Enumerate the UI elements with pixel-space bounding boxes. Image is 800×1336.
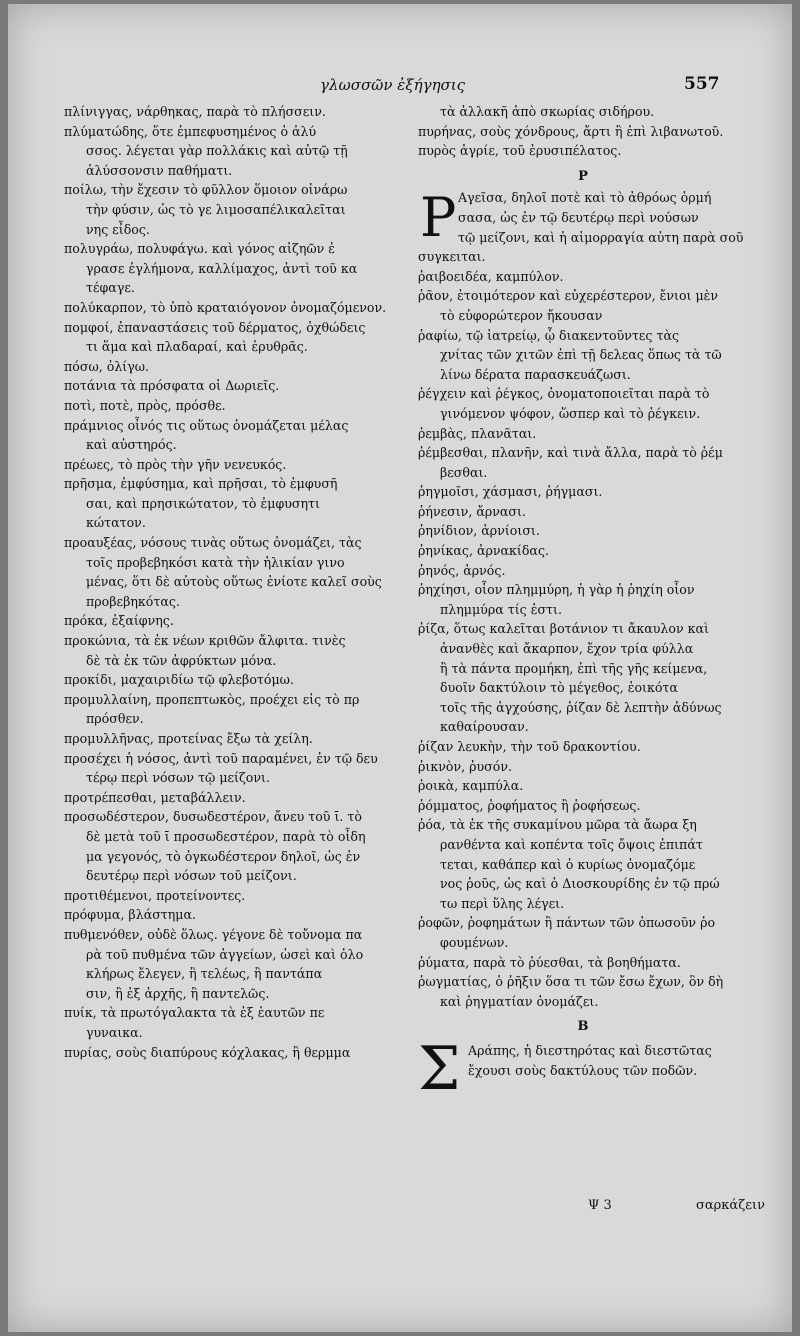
text-line: ρὰ τοῦ πυθμένα τῶν ἀγγείων, ὡσεὶ καὶ ὁλο — [86, 946, 364, 962]
text-line: προβεβηκότας. — [86, 593, 180, 609]
text-line: τεται, καθάπερ καὶ ὁ κυρίως ὀνομαζόμε — [440, 856, 696, 872]
text-line: ῥᾶον, ἑτοιμότερον καὶ εὐχερέστερον, ἔνιοι μὲν — [418, 288, 719, 304]
catchword: σαρκάζειν — [696, 1198, 765, 1213]
text-line: τὰ ἀλλακῆ ἀπὸ σκωρίας σιδήρου. — [440, 104, 655, 119]
text-line: τοῖς προβεβηκόσι κατὰ τὴν ἡλικίαν γινο — [86, 554, 345, 570]
text-line: σαι, καὶ πρησικώτατον, τὸ ἐμφυσητι — [86, 495, 320, 511]
text-line: πρῆσμα, ἐμφύσημα, καὶ πρῆσαι, τὸ ἐμφυσῆ — [64, 476, 338, 492]
text-line: δὲ τὰ ἐκ τῶν ἀφρύκτων μόνα. — [86, 652, 277, 668]
text-line: βεσθαι. — [440, 464, 488, 480]
text-line: πρόφυμα, βλάστημα. — [64, 907, 197, 923]
right-column-entries — [418, 267, 748, 1012]
right-column-top-entries — [418, 102, 748, 161]
text-line: ποτὶ, ποτὲ, πρὸς, πρόσθε. — [64, 397, 226, 413]
text-line: πόσω, ὀλίγω. — [64, 358, 150, 374]
left-column — [64, 102, 404, 1062]
text-line: σασα, ὡς ἐν τῷ δευτέρῳ περὶ νούσων — [458, 209, 699, 225]
book-page — [8, 4, 792, 1332]
drop-cap-sigma: Σ — [418, 1033, 461, 1104]
text-line: ῥωγματίας, ὁ ῥῆξιν ὅσα τι τῶν ἔσω ἔχων, ὃν δὴ — [418, 974, 724, 990]
text-line: ῥέμβεσθαι, πλανῆν, καὶ τινὰ ἄλλα, παρὰ τὸ ῥέμ — [418, 445, 723, 461]
text-line: κλήρως ἔλεγεν, ἢ τελέως, ἢ παντάπα — [86, 966, 323, 982]
text-line: ῥικνὸν, ῥυσόν. — [418, 758, 513, 774]
text-line: τῷ μείζονι, καὶ ἡ αἱμορραγία αὐτη παρὰ σοῦ — [458, 229, 744, 245]
text-line: προσωδέστερον, δυσωδεστέρον, ἄνευ τοῦ ῑ. τὸ — [64, 809, 362, 825]
right-column — [418, 102, 748, 1104]
text-line: καθαίρουσαν. — [440, 719, 529, 735]
running-head: γλωσσῶν ἐξήγησις — [320, 76, 466, 94]
text-line: μένας, ὅτι δὲ αὐτοὺς οὕτως ἐνίοτε καλεῖ σοὺς — [86, 574, 382, 590]
text-line: ἀνανθὲς καὶ ἄκαρπον, ἔχον τρία φύλλα — [440, 641, 694, 657]
text-line: ῥύματα, παρὰ τὸ ῥύεσθαι, τὰ βοηθήματα. — [418, 954, 681, 970]
text-line: πρόσθεν. — [86, 711, 144, 727]
text-line: ῥηνίδιον, ἀρνίοισι. — [418, 523, 540, 539]
text-line: δὲ μετὰ τοῦ ῑ προσωδεστέρον, παρὰ τὸ οἶδη — [86, 828, 366, 844]
text-line: πυθμενόθεν, οὐδὲ ὅλως. γέγονε δὲ τοὔνομα πα — [64, 926, 363, 942]
text-line: ῥήνεσιν, ἄρνασι. — [418, 503, 526, 519]
text-line: κώτατον. — [86, 515, 146, 531]
text-line: σσος. λέγεται γὰρ πολλάκις καὶ αὐτῷ τῇ — [86, 143, 348, 159]
text-line: ἔχουσι σοὺς δακτύλους τῶν ποδῶν. — [468, 1062, 698, 1078]
sigma-lines — [418, 1041, 748, 1080]
text-line: πολύκαρπον, τὸ ὑπὸ κραταιόγονον ὀνομαζόμενον. — [64, 299, 387, 315]
text-line: πλίνιγγας, νάρθηκας, παρὰ τὸ πλήσσειν. — [64, 104, 326, 119]
text-line: ῥεμβὰς, πλανᾶται. — [418, 425, 537, 441]
text-line: ῥηνός, ἀρνός. — [418, 562, 506, 578]
text-line: πρέωες, τὸ πρὸς τὴν γῆν νενευκός. — [64, 456, 287, 472]
text-line: ῥόα, τὰ ἐκ τῆς συκαμίνου μῶρα τὰ ἄωρα ξη — [418, 817, 697, 833]
text-line: προτρέπεσθαι, μεταβάλλειν. — [64, 789, 246, 805]
text-line: προτιθέμενοι, προτείνοντες. — [64, 887, 246, 903]
text-line: πυίκ, τὰ πρωτόγαλακτα τὰ ἐξ ἑαυτῶν πε — [64, 1005, 325, 1021]
text-line: πυρήνας, σοὺς χόνδρους, ἄρτι ἢ ἐπὶ λιβανωτοῦ. — [418, 123, 724, 139]
text-line: γυναικα. — [86, 1024, 143, 1040]
text-line: ῥίζα, ὅτως καλεῖται βοτάνιον τι ἄκαυλον καὶ — [418, 621, 709, 637]
section-letter-rho: Ρ — [578, 168, 588, 184]
signature-mark: Ψ 3 — [588, 1198, 612, 1213]
text-line: προκώνια, τὰ ἐκ νέων κριθῶν ἄλφιτα. τινὲς — [64, 633, 346, 649]
page-number: 557 — [684, 74, 720, 94]
text-line: τὸ εὐφορώτερον ἤκουσαν — [440, 307, 603, 323]
text-line: πολυγράω, πολυφάγω. καὶ γόνος αἰζηῶν ἐ — [64, 241, 336, 257]
text-line: ποτάνια τὰ πρόσφατα οἱ Δωριεῖς. — [64, 378, 280, 394]
sigma-opening-paragraph — [418, 1033, 748, 1104]
text-line: τι ἅμα καὶ πλαδαραί, καὶ ἐρυθρᾶς. — [86, 339, 308, 355]
text-line: ῥαιβοειδέα, καμπύλον. — [418, 268, 564, 284]
text-line: Αράπης, ἡ διεστηρότας καὶ διεστῶτας — [468, 1042, 712, 1058]
text-line: τὴν φύσιν, ὡς τὸ γε λιμοσαπέλικαλεῖται — [86, 201, 346, 217]
text-line: ῥαφίω, τῷ ἰατρείῳ, ᾧ διακεντοῦντες τὰς — [418, 327, 680, 343]
text-line: λίνω δέρατα παρασκευάζωσι. — [440, 366, 631, 382]
text-line: ῥίζαν λευκὴν, τὴν τοῦ δρακοντίου. — [418, 739, 641, 754]
text-line: νης εἶδος. — [86, 221, 150, 237]
text-line: φουμένων. — [440, 934, 509, 950]
text-line: ῥοφῶν, ῥοφημάτων ἢ πάντων τῶν ὁπωσοῦν ῥο — [418, 915, 716, 931]
text-line: ρανθέντα καὶ κοπέντα τοῖς ὄψοις ἐπιπάτ — [440, 836, 703, 852]
text-line: τω περὶ ὕλης λέγει. — [440, 895, 565, 911]
drop-cap-rho: Ρ — [420, 186, 457, 250]
text-line: πυρίας, σοὺς διαπύρους κόχλακας, ἢ θερμμα — [64, 1044, 351, 1060]
text-line: πλημμύρα τίς ἐστι. — [440, 601, 562, 617]
text-line: ῥηχίησι, οἷον πλημμύρη, ἡ γὰρ ἡ ῥηχίη οἷον — [418, 582, 695, 598]
text-line: σιν, ἢ ἐξ ἀρχῆς, ἢ παντελῶς. — [86, 985, 270, 1001]
text-line: ἢ τὰ πάντα προμήκη, ἐπὶ τῆς γῆς κείμενα, — [440, 660, 708, 676]
text-line: πυρὸς ἀγρίε, τοῦ ἐρυσιπέλατος. — [418, 143, 622, 159]
text-line: δευτέρῳ περὶ νόσων τοῦ μείζονι. — [86, 868, 297, 884]
text-line: πομφοί, ἐπαναστάσεις τοῦ δέρματος, ὀχθώδεις — [64, 319, 366, 335]
text-line: προμυλλῆνας, προτείνας ἔξω τὰ χείλη. — [64, 731, 313, 746]
text-line: πλύματώδης, ὅτε ἐμπεφυσημένος ὁ ἀλύ — [64, 123, 317, 139]
text-line: ῥοικὰ, καμπύλα. — [418, 778, 524, 794]
text-line: Αγεῖσα, δηλοῖ ποτὲ καὶ τὸ ἀθρόως ὁρμή — [458, 190, 712, 206]
text-line: γινόμενον ψόφον, ὥσπερ καὶ τὸ ῥέγκειν. — [440, 405, 701, 421]
text-line: ῥόμματος, ῥοφήματος ἢ ῥοφήσεως. — [418, 797, 641, 813]
text-line: καὶ αὐστηρός. — [86, 437, 177, 453]
text-line: ἀλύσσονσιν παθήματι. — [86, 162, 233, 178]
text-line: γρασε ἐγλήμονα, καλλίμαχος, ἀντὶ τοῦ κα — [86, 260, 358, 276]
text-line: ῥηγμοῖσι, χάσμασι, ῥήγμασι. — [418, 484, 603, 500]
text-line: συγκειται. — [418, 249, 486, 265]
text-line: τέφαγε. — [86, 280, 135, 296]
text-line: ῥέγχειν καὶ ῥέγκος, ὀνοματοποιεῖται παρὰ τὸ — [418, 386, 710, 402]
rho-drop-lines — [418, 186, 748, 250]
section-letter-beta: Β — [577, 1019, 589, 1035]
text-line: δυοῖν δακτύλοιν τὸ μέγεθος, ἐοικότα — [440, 680, 678, 696]
text-line: προμυλλαίνη, προπεπτωκὸς, προέχει εἰς τὸ πρ — [64, 691, 360, 707]
text-line: τοῖς τῆς ἀγχούσης, ῥίζαν δὲ λεπτὴν ἀδύνως — [440, 699, 722, 715]
text-line: προσέχει ἡ νόσος, ἀντὶ τοῦ παραμένει, ἐν τῷ δευ — [64, 750, 378, 766]
text-line: πρόκα, ἐξαίφνης. — [64, 613, 174, 629]
text-line: νος ῥοῦς, ὡς καὶ ὁ Διοσκουρίδης ἐν τῷ πρώ — [440, 876, 720, 892]
rho-opening-paragraph — [418, 188, 748, 266]
text-line: πράμνιος οἶνός τις οὕτως ὀνομάζεται μέλας — [64, 417, 349, 433]
text-line: προκίδι, μαχαιριδίω τῷ φλεβοτόμω. — [64, 672, 294, 688]
text-line: ποίλω, τὴν ἔχεσιν τὸ φῦλλον ὅμοιον οἰνάρω — [64, 182, 348, 198]
text-line: ῥηνίκας, ἀρνακίδας. — [418, 543, 549, 559]
text-line: χνίτας τῶν χιτῶν ἐπὶ τῇ δελεας ὅπως τὰ τῶ — [440, 347, 722, 363]
rho-rest-lines — [418, 247, 748, 267]
text-line: μα γεγονός, τὸ ὀγκωδέστερον δηλοῖ, ὡς ἐν — [86, 848, 361, 864]
text-line: προαυξέας, νόσους τινὰς οὕτως ὀνομάζει, τὰς — [64, 535, 362, 551]
text-line: καὶ ῥηγματίαν ὀνομάζει. — [440, 993, 599, 1009]
text-line: τέρῳ περὶ νόσων τῷ μείζονι. — [86, 770, 270, 786]
